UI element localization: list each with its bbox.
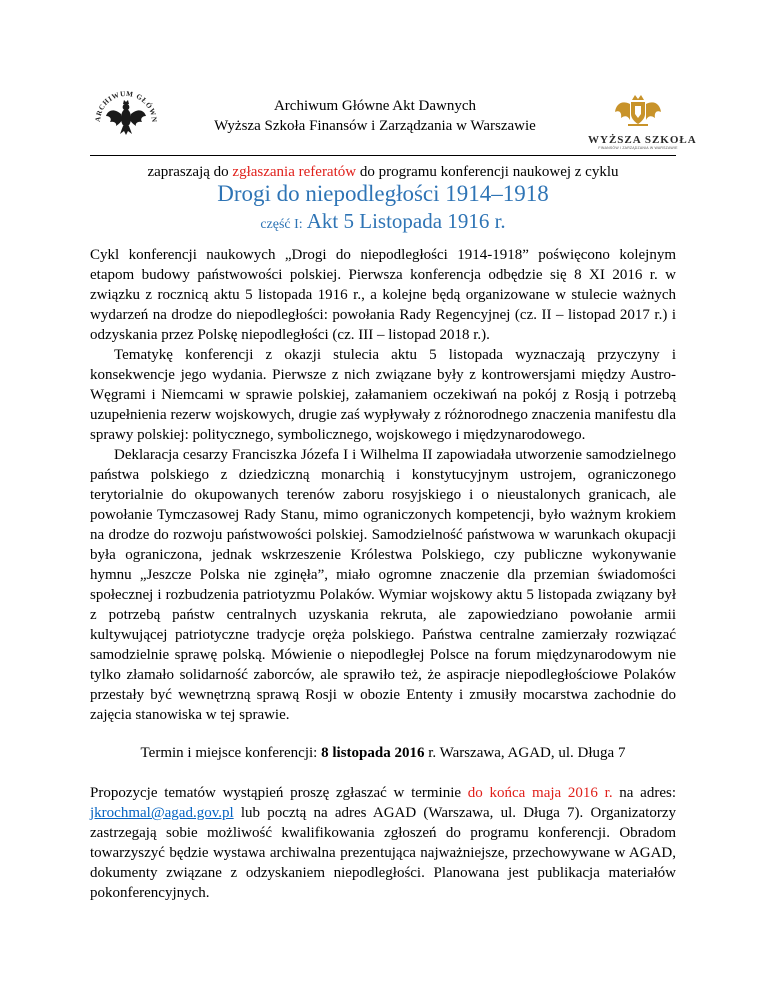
venue-line — [90, 743, 676, 763]
subtitle-part-label: część I: — [260, 217, 303, 232]
proposal-text-after: lub pocztą na adres AGAD (Warszawa, ul. Długa 7). Organizatorzy zastrzegają sobie możliwość kwalifikowania zgłoszeń do programu konferencji. Obradom towarzyszyć będzie wystawa archiwalna prezentująca najważniejsze, przechowywane w AGAD, dokumenty związane z odzyskaniem niepodległości. Planowana jest publikacja materiałów pokonferencyjnych. — [90, 805, 676, 901]
wsfiz-logo-name: WYŻSZA SZKOŁA — [588, 134, 697, 146]
seal-text: ARCHIWUM GŁÓWN — [93, 89, 159, 123]
proposal-text-before: Propozycje tematów wystąpień proszę zgłaszać w terminie — [90, 785, 468, 801]
organizers-header — [180, 96, 570, 136]
paragraph-themes: Tematykę konferencji z okazji stulecia aktu 5 listopada wyznaczają przyczyny i konsekwencje jego wydania. Pierwsze z nich związane były z kontrowersjami między Austro-Węgrami i Niemcami w sprawie polskiej, załamaniem oczekiwań na pokój z Rosją i potrzebą uzupełnienia rezerw wojskowych, drugie zaś wypływały z różnorodnego znaczenia manifestu dla sprawy polskiej: politycznego, symbolicznego, wojskowego i międzynarodowego. — [90, 347, 676, 443]
invitation-line — [90, 162, 676, 182]
venue-place: r. Warszawa, AGAD, ul. Długa 7 — [424, 745, 626, 761]
invite-text-before: zapraszają do — [147, 164, 233, 180]
organizer-wsfiz: Wyższa Szkoła Finansów i Zarządzania w Warszawie — [214, 118, 536, 134]
organizer-agad: Archiwum Główne Akt Dawnych — [273, 98, 477, 114]
paragraph-declaration: Deklaracja cesarzy Franciszka Józefa I i Wilhelma II zapowiadała utworzenie samodzielnego państwa polskiego z dziedziczną monarchią i konstytucyjnym ustrojem, ograniczonego terytorialnie do okupowanych terenów zaboru rosyjskiego i o nieustalonych granicach, ale powołanie Tymczasowej Rady Stanu, mimo ograniczonych kompetencji, było ważnym krokiem na drodze do rozwoju państwowości polskiej. Samodzielność państwowa w warunkach okupacji była ograniczona, jednak wskrzeszenie Królestwa Polskiego, czy publiczne wykonywanie hymnu „Jeszcze Polska nie zginęła”, miało ogromne znaczenie dla przemian świadomości społecznej i rozbudzenia patriotyzmu Polaków. Wymiar wojskowy aktu 5 listopada związany był z potrzebą państw centralnych uzyskania rekruta, ale zapowiedziano powołanie armii kultywującej patriotyczne tradycje oręża polskiego. Państwa centralne zamierzały rozwiązać samodzielnie sprawę polską. Mówienie o niepodległej Polsce na forum międzynarodowym nie tylko złamało solidarność zaborców, ale sprawiło też, że aspiracje niepodległościowe Polaków przestały być wewnętrzną sprawą Rosji w obozie Ententy i zmusiły mocarstwa zachodnie do zajęcia stanowiska w tej sprawie. — [90, 447, 676, 723]
wsfiz-logo — [588, 92, 697, 152]
wsfiz-crest-graphic — [608, 92, 668, 128]
agad-seal-graphic — [90, 84, 162, 156]
agad-seal-logo — [90, 84, 162, 156]
invite-highlight: zgłaszania referatów — [232, 164, 357, 180]
paragraph-intro: Cykl konferencji naukowych „Drogi do niepodległości 1914-1918” poświęcono kolejnym etapom budowy państwowości polskiej. Pierwsza konferencja odbędzie się 8 XI 2016 r. w związku z rocznicą aktu 5 listopada 1916 r., a kolejne będą organizowane w stulecie ważnych wydarzeń na drodze do niepodległości: powołania Rady Regencyjnej (cz. II – listopad 2017 r.) i odzyskania przez Polskę niepodległości (cz. III – listopad 2018 r.). — [90, 247, 676, 343]
subtitle-main: Akt 5 Listopada 1916 r. — [302, 209, 506, 233]
invite-text-after: do programu konferencji naukowej z cyklu — [356, 164, 619, 180]
document-body — [90, 245, 676, 903]
conference-subtitle — [90, 208, 676, 238]
venue-date: 8 listopada 2016 — [321, 745, 425, 761]
header-divider — [90, 155, 676, 156]
venue-label: Termin i miejsce konferencji: — [140, 745, 322, 761]
wsfiz-logo-subtitle: FINANSÓW I ZARZĄDZANIA W WARSZAWIE — [598, 146, 678, 150]
paragraph-proposals — [90, 783, 676, 903]
contact-email-link[interactable]: jkrochmal@agad.gov.pl — [90, 805, 234, 821]
proposal-deadline: do końca maja 2016 r. — [467, 785, 613, 801]
proposal-text-middle: na adres: — [612, 785, 677, 801]
conference-title: Drogi do niepodległości 1914–1918 — [217, 181, 549, 206]
